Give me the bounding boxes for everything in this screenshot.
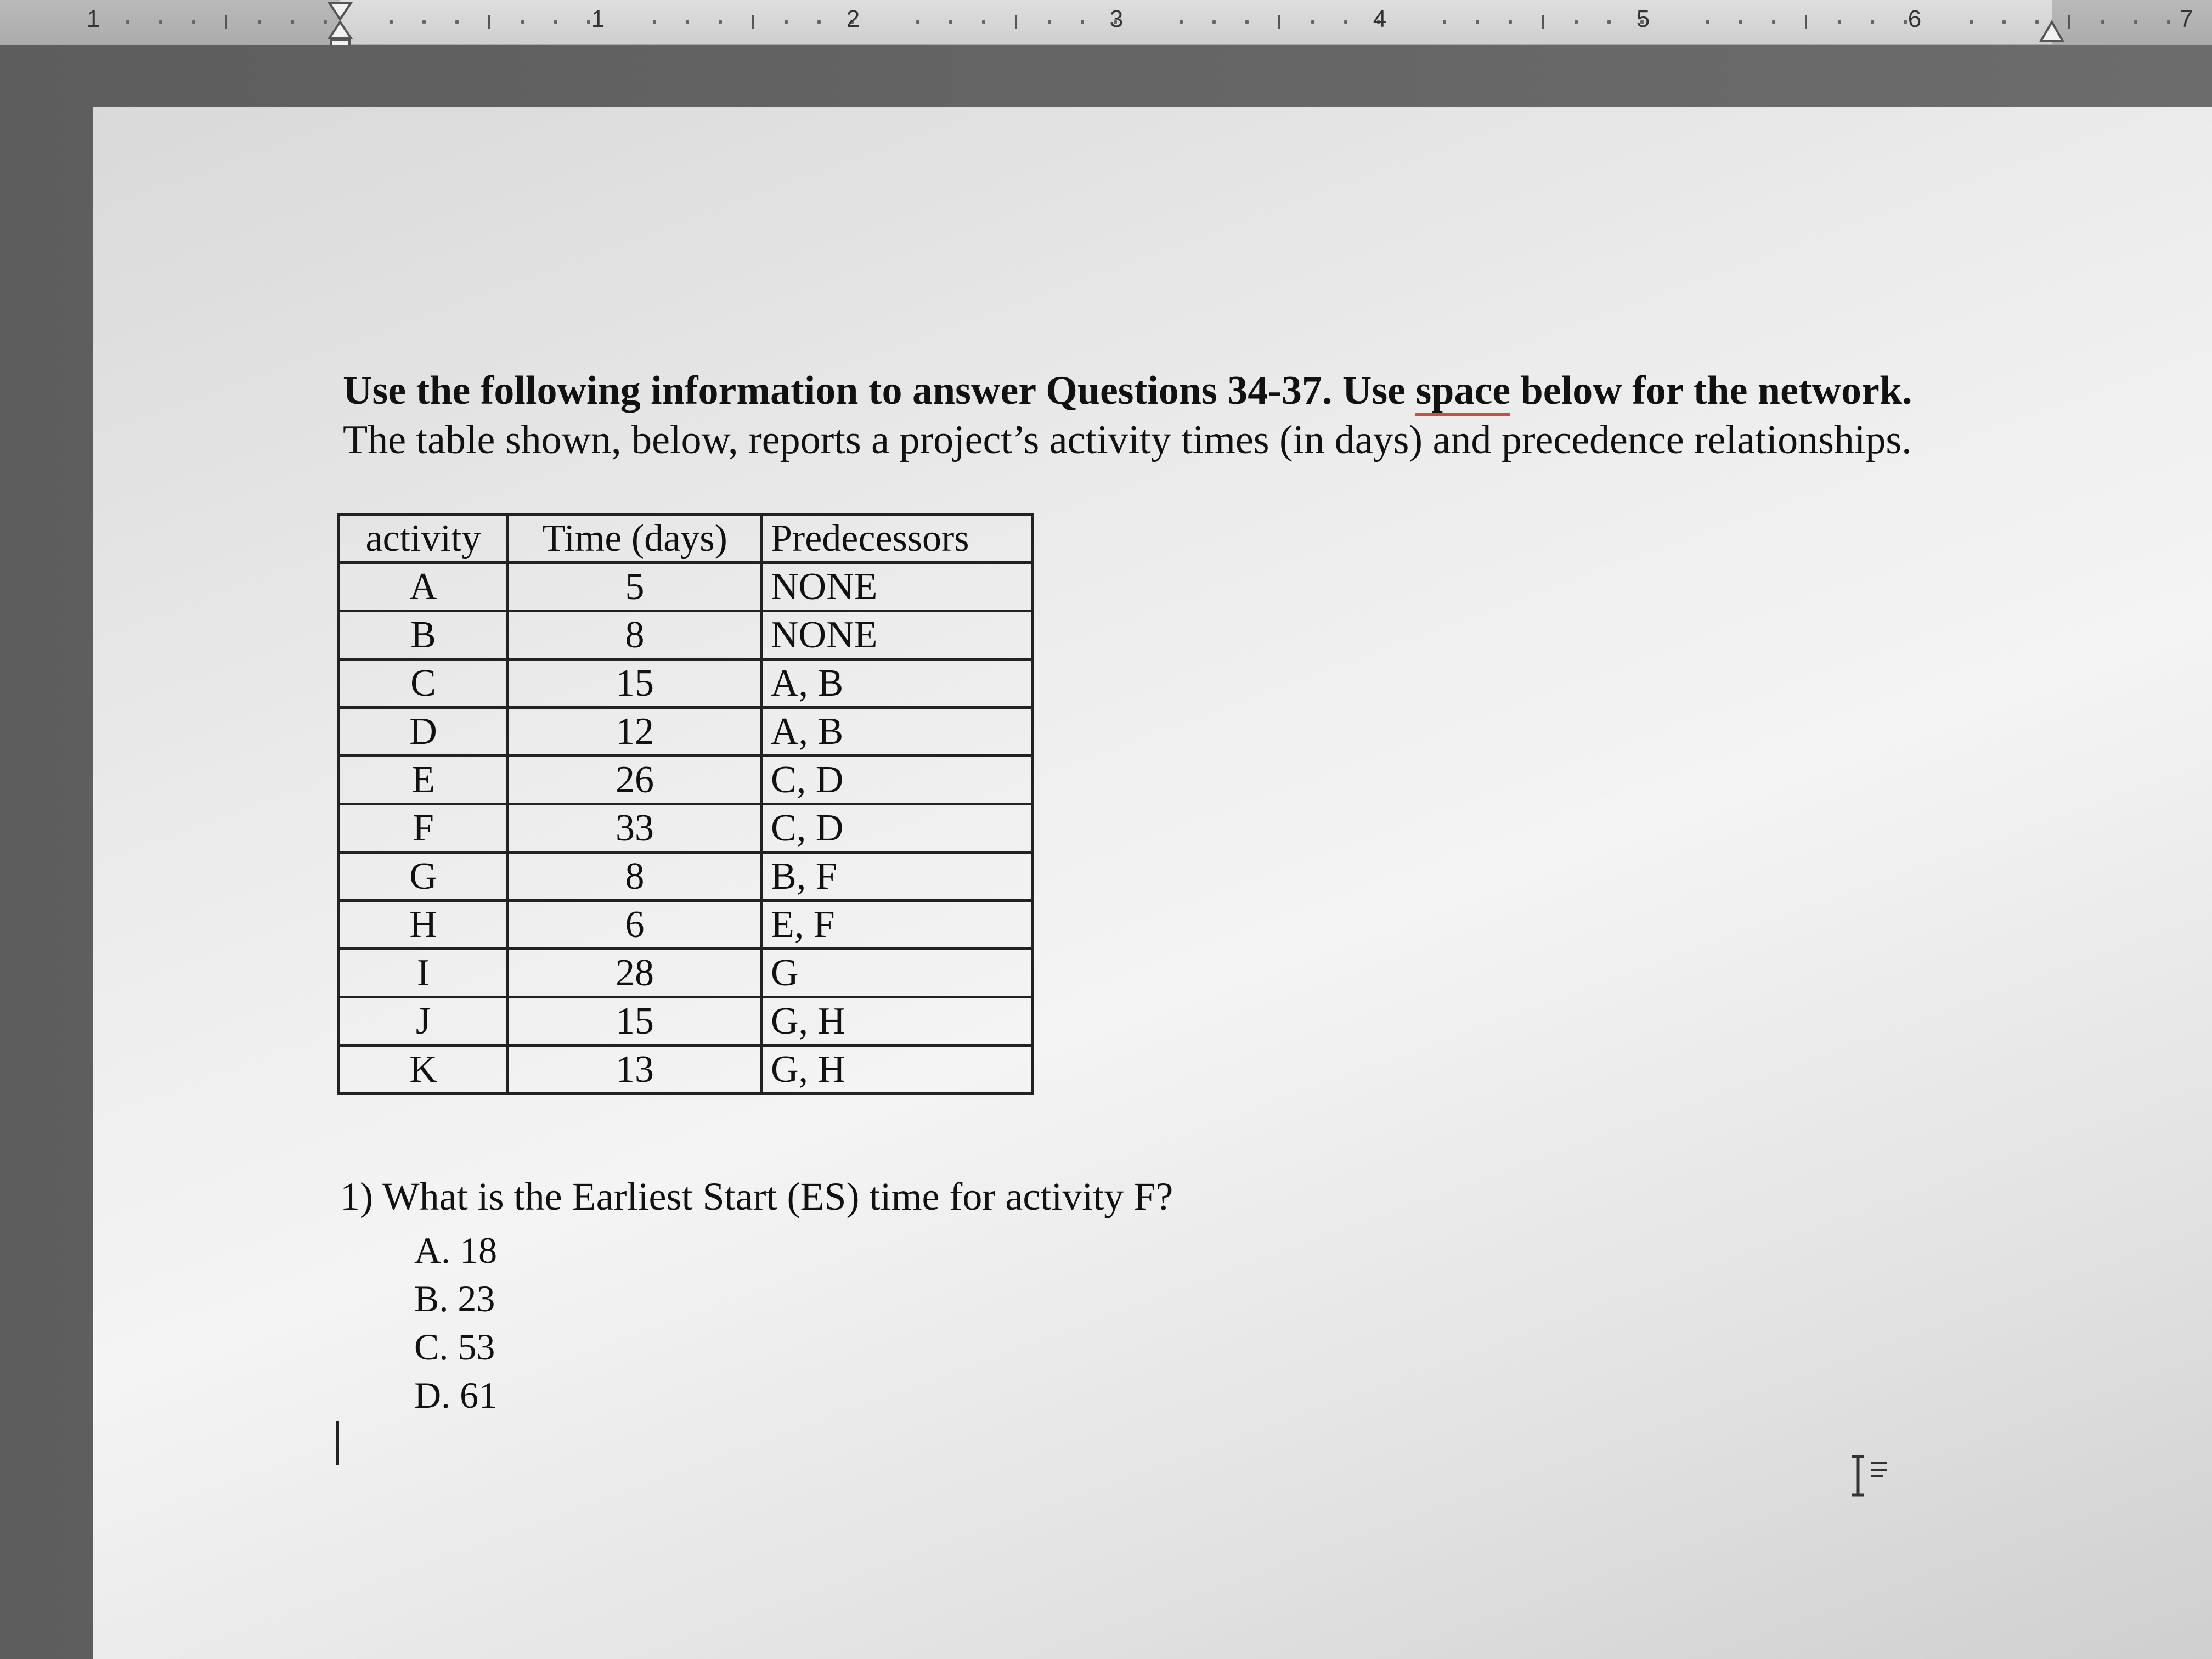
choice-a: A. 18 — [414, 1229, 498, 1271]
table-row — [339, 853, 1032, 901]
ruler-half-tick — [1278, 15, 1280, 29]
ruler-number: 7 — [2179, 5, 2193, 32]
header-activity: activity — [339, 515, 508, 563]
ibeam-mouse-cursor-icon — [1848, 1451, 1892, 1500]
ruler-dot — [1904, 20, 1907, 24]
table-row — [339, 659, 1032, 708]
cell-time: 13 — [508, 1046, 762, 1094]
ruler-dot — [422, 20, 426, 24]
ruler-dot — [521, 20, 524, 24]
table-row — [339, 563, 1032, 611]
cell-time: 26 — [508, 756, 762, 804]
choice-b: B. 23 — [414, 1278, 495, 1319]
ruler-dot — [1212, 20, 1216, 24]
ruler-dot — [390, 20, 393, 24]
table-row — [339, 708, 1032, 756]
ruler-dot — [1476, 20, 1479, 24]
ruler-dot — [1838, 20, 1841, 24]
cell-time: 5 — [508, 563, 762, 611]
ruler-half-tick — [488, 15, 490, 29]
cell-activity: B — [339, 611, 508, 659]
cell-predecessors: G, H — [762, 1046, 1032, 1094]
activity-table — [337, 513, 1034, 1095]
choice-c: C. 53 — [414, 1326, 495, 1368]
ruler-half-tick — [1542, 15, 1544, 29]
ruler-dot — [455, 20, 459, 24]
cell-activity: E — [339, 756, 508, 804]
ruler-dot — [159, 20, 162, 24]
ruler-dot — [1970, 20, 1973, 24]
cell-activity: G — [339, 853, 508, 901]
cell-predecessors: E, F — [762, 901, 1032, 949]
cell-time: 15 — [508, 659, 762, 708]
ruler-dot — [653, 20, 656, 24]
cell-activity: D — [339, 708, 508, 756]
cell-activity: A — [339, 563, 508, 611]
ruler-number: 3 — [1109, 5, 1124, 32]
table-row — [339, 949, 1032, 997]
cell-time: 15 — [508, 997, 762, 1046]
instructions-line: The table shown, below, reports a project’s activity times (in days) and precedence relationships. — [343, 417, 1912, 462]
ruler-dot — [1180, 20, 1183, 24]
ruler-left-margin — [0, 0, 340, 44]
ruler-dot — [686, 20, 689, 24]
cell-predecessors: B, F — [762, 853, 1032, 901]
header-predecessors: Predecessors — [762, 515, 1032, 563]
table-row — [339, 997, 1032, 1046]
ruler-dot — [1048, 20, 1051, 24]
cell-time: 12 — [508, 708, 762, 756]
ruler-dot — [126, 20, 129, 24]
instructions-bold-line — [343, 368, 2044, 414]
ruler-dot — [817, 20, 821, 24]
ruler-dot — [2134, 20, 2137, 24]
ruler-dot — [2167, 20, 2170, 24]
ruler-dot — [1245, 20, 1249, 24]
cell-time: 28 — [508, 949, 762, 997]
ruler-dot — [1871, 20, 1874, 24]
choice-d: D. 61 — [414, 1374, 498, 1416]
ruler-number: 5 — [1636, 5, 1650, 32]
table-row — [339, 1046, 1032, 1094]
ruler-dot — [1772, 20, 1775, 24]
ruler-dot — [719, 20, 722, 24]
table-row — [339, 901, 1032, 949]
ruler-number: 4 — [1373, 5, 1387, 32]
ruler-dot — [2002, 20, 2006, 24]
text-insertion-cursor — [336, 1421, 339, 1465]
ruler-dot — [785, 20, 788, 24]
ruler-dot — [1443, 20, 1446, 24]
answer-choices — [414, 1226, 497, 1419]
ruler-number: 6 — [1908, 5, 1922, 32]
ruler-half-tick — [225, 15, 227, 29]
header-time: Time (days) — [508, 515, 762, 563]
cell-activity: K — [339, 1046, 508, 1094]
spellcheck-flagged-word[interactable]: space — [1415, 368, 1510, 416]
cell-predecessors: G — [762, 949, 1032, 997]
cell-predecessors: C, D — [762, 804, 1032, 853]
cell-predecessors: NONE — [762, 611, 1032, 659]
ruler-dot — [1344, 20, 1347, 24]
cell-predecessors: C, D — [762, 756, 1032, 804]
cell-time: 33 — [508, 804, 762, 853]
ruler-dot — [587, 20, 590, 24]
cell-predecessors: A, B — [762, 708, 1032, 756]
ruler-half-tick — [1015, 15, 1017, 29]
cell-time: 6 — [508, 901, 762, 949]
cell-activity: H — [339, 901, 508, 949]
cell-time: 8 — [508, 611, 762, 659]
ruler-dot — [1607, 20, 1611, 24]
ruler-dot — [291, 20, 294, 24]
cell-activity: I — [339, 949, 508, 997]
ruler-dot — [1311, 20, 1314, 24]
question-1 — [340, 1174, 1173, 1220]
table-row — [339, 611, 1032, 659]
cell-predecessors: A, B — [762, 659, 1032, 708]
ruler-dot — [2101, 20, 2104, 24]
ruler-dot — [1509, 20, 1512, 24]
cell-activity: F — [339, 804, 508, 853]
table-header-row — [339, 515, 1032, 563]
ruler-dot — [1706, 20, 1709, 24]
ruler-dot — [554, 20, 557, 24]
cell-predecessors: G, H — [762, 997, 1032, 1046]
table-row — [339, 804, 1032, 853]
ruler-dot — [916, 20, 919, 24]
cell-predecessors: NONE — [762, 563, 1032, 611]
ruler-half-tick — [752, 15, 754, 29]
question-number: 1) — [340, 1175, 373, 1218]
ruler-dot — [949, 20, 952, 24]
right-indent-marker-icon[interactable] — [2038, 16, 2066, 44]
ruler-number: 2 — [846, 5, 860, 32]
ruler-dot — [1081, 20, 1084, 24]
ruler-number: 1 — [86, 5, 100, 32]
ruler-dot — [258, 20, 261, 24]
instructions-bold-text-end: below for the network. — [1510, 368, 1912, 413]
table-row — [339, 756, 1032, 804]
ruler-half-tick — [2068, 15, 2070, 29]
ruler-dot — [1739, 20, 1742, 24]
ruler-number: 1 — [591, 5, 605, 32]
cell-activity: C — [339, 659, 508, 708]
ruler-dot — [982, 20, 985, 24]
cell-activity: J — [339, 997, 508, 1046]
instructions-bold-text: Use the following information to answer Questions 34-37. Use — [343, 368, 1416, 413]
ruler-dot — [192, 20, 195, 24]
question-text: What is the Earliest Start (ES) time for activity F? — [382, 1175, 1173, 1218]
ruler-half-tick — [1805, 15, 1807, 29]
ruler-dot — [1575, 20, 1578, 24]
cell-time: 8 — [508, 853, 762, 901]
